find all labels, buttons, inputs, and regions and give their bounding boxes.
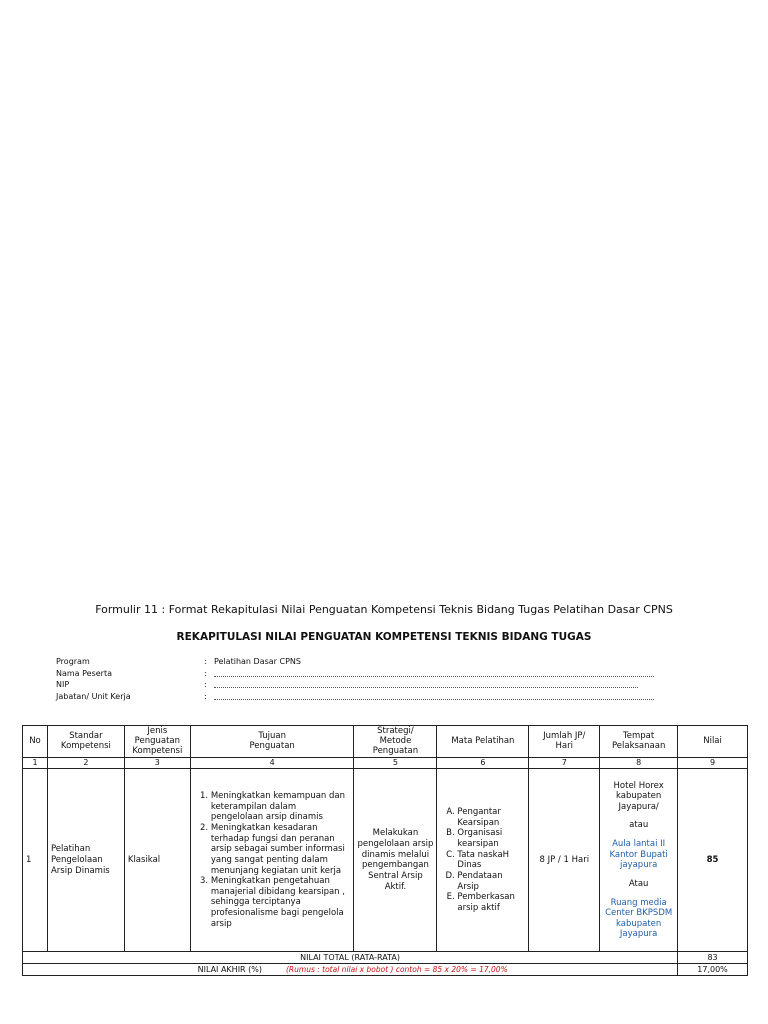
row-standar: Pelatihan Pengelolaan Arsip Dinamis [47, 769, 124, 952]
header-text: Pelaksanaan [611, 740, 666, 751]
info-label: NIP [56, 680, 70, 689]
recap-table [22, 725, 748, 976]
row-no: 1 [23, 769, 48, 952]
info-colon: : [204, 668, 207, 678]
header-tujuan [190, 726, 354, 758]
tujuan-list [194, 791, 351, 929]
row-strategi: Melakukan pengelolaan arsip dinamis melalui pengembangan Sentral Arsip Aktif. [354, 769, 437, 952]
dotted-line [214, 680, 638, 688]
location-text: Aula lantai II Kantor Bupati jayapura [609, 839, 668, 871]
column-index: 3 [124, 758, 190, 769]
info-row-jabatan [56, 692, 659, 704]
info-blank-field [214, 680, 659, 692]
column-index: 6 [437, 758, 529, 769]
header-text: Penguatan [249, 740, 295, 751]
final-score-cell [23, 964, 678, 976]
table-header-row [23, 726, 748, 758]
total-label: NILAI TOTAL (RATA-RATA) [23, 952, 678, 964]
list-item: E. Pemberkasan arsip aktif [457, 892, 525, 913]
row-nilai: 85 [678, 769, 748, 952]
info-colon: : [204, 680, 207, 689]
row-mata [437, 769, 529, 952]
header-mata: Mata Pelatihan [437, 726, 529, 758]
list-item: D. Pendataan Arsip [457, 871, 525, 892]
header-text: Penguatan [372, 745, 419, 756]
column-index: 2 [47, 758, 124, 769]
participant-info [56, 657, 659, 703]
column-index: 1 [23, 758, 48, 769]
column-index: 7 [529, 758, 600, 769]
column-index: 5 [354, 758, 437, 769]
mata-list [440, 807, 525, 913]
header-text: Jumlah JP/ [543, 730, 586, 741]
final-score-label: NILAI AKHIR (%) [197, 965, 262, 975]
header-nilai: Nilai [678, 726, 748, 758]
column-index: 8 [600, 758, 678, 769]
section-title: REKAPITULASI NILAI PENGUATAN KOMPETENSI TEKNIS BIDANG TUGAS [176, 631, 592, 643]
row-jenis: Klasikal [124, 769, 190, 952]
column-index: 9 [678, 758, 748, 769]
list-item: B. Organisasi kearsipan [457, 828, 525, 849]
header-text: Strategi/ [377, 726, 414, 736]
header-tempat [600, 726, 678, 758]
location-separator: atau [629, 820, 649, 831]
info-row-nip [56, 680, 659, 692]
info-row-program [56, 657, 659, 669]
header-jenis [124, 726, 190, 758]
formula-note: (Rumus : total nilai x bobot ) contoh = 85 x 20% = 17,00% [286, 965, 508, 975]
info-blank-field [214, 692, 659, 704]
dotted-line [214, 669, 654, 677]
row-tujuan [190, 769, 354, 952]
header-text: Penguatan [134, 735, 181, 746]
info-label: Nama Peserta [56, 668, 113, 678]
row-tempat [600, 769, 678, 952]
header-text: Metode [379, 735, 412, 746]
list-item: 1. Meningkatkan kemampuan dan keterampilan dalam pengelolaan arsip dinamis [211, 791, 351, 823]
header-jumlah [529, 726, 600, 758]
total-value: 83 [678, 952, 748, 964]
list-item: 2. Meningkatkan kesadaran terhadap fungsi dan peranan arsip sebagai sumber informasi yang sangat penting dalam menunjang kegiatan unit kerja [211, 823, 351, 876]
dotted-line [214, 692, 654, 700]
info-colon: : [204, 657, 207, 666]
header-no: No [23, 726, 48, 758]
header-text: Tujuan [258, 730, 286, 741]
final-score-value: 17,00% [678, 964, 748, 976]
header-text: Tempat [623, 730, 655, 741]
column-index: 4 [190, 758, 354, 769]
column-index-row [23, 758, 748, 769]
header-text: Jenis [147, 726, 168, 736]
header-text: Kompetensi [132, 745, 183, 756]
list-item: A. Pengantar Kearsipan [457, 807, 525, 828]
header-strategi [354, 726, 437, 758]
list-item: C. Tata naskaH Dinas [457, 850, 525, 871]
location-separator: Atau [628, 878, 649, 889]
info-label: Program [56, 657, 90, 666]
header-text: Standar [69, 730, 103, 741]
total-row [23, 952, 748, 964]
form-title: Formulir 11 : Format Rekapitulasi Nilai Penguatan Kompetensi Teknis Bidang Tugas Pelatihan Dasar CPNS [95, 603, 673, 616]
info-label: Jabatan/ Unit Kerja [56, 691, 131, 701]
list-item: 3. Meningkatkan pengetahuan manajerial dibidang kearsipan , sehingga terciptanya profesionalisme bagi pengelola arsip [211, 876, 351, 929]
row-jumlah: 8 JP / 1 Hari [529, 769, 600, 952]
header-standar [47, 726, 124, 758]
info-blank-field [214, 669, 659, 681]
info-colon: : [204, 691, 207, 701]
final-score-row [23, 964, 748, 976]
header-text: Hari [555, 740, 573, 751]
table-row [23, 769, 748, 952]
header-text: Kompetensi [60, 740, 111, 751]
info-value: Pelatihan Dasar CPNS [214, 657, 301, 666]
location-text: Hotel Horex kabupaten Jayapura/ [613, 780, 664, 812]
location-text: Ruang media Center BKPSDM kabupaten Jayapura [605, 897, 673, 940]
info-row-nama [56, 669, 659, 681]
